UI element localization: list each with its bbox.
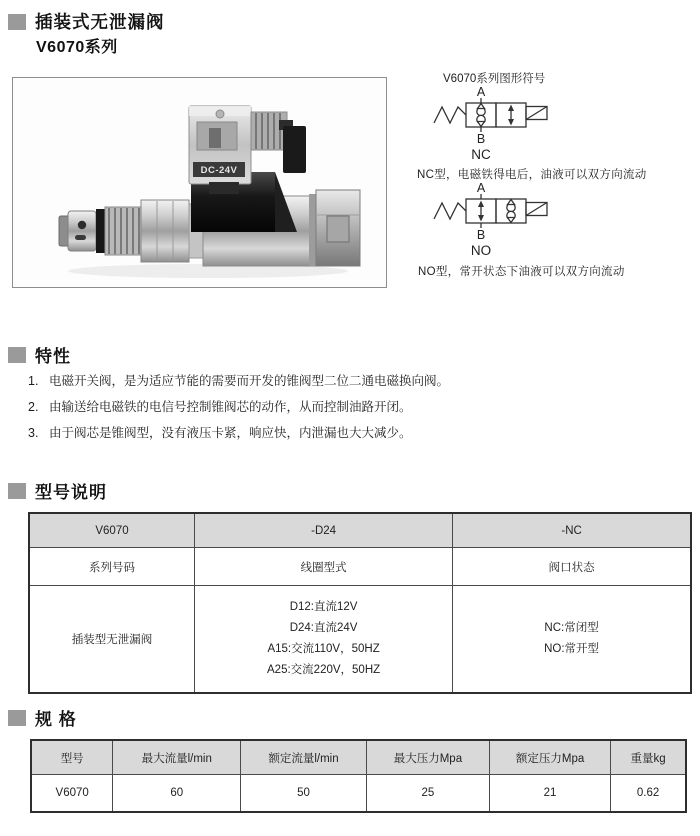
label-port-state: 阀口状态 [453,548,691,586]
table-row [29,548,691,586]
o-ring [96,209,105,253]
coil-option: D24:直流24V [289,622,358,634]
features-heading-text: 特性 [35,347,71,366]
label-coil-type: 线圈型式 [195,548,453,586]
features-list [28,373,688,451]
cable-conduit [251,112,306,173]
flow-arrow-icon [508,105,514,126]
col-header-max-flow: 最大流量l/min [113,740,241,775]
model-heading-text: 型号说明 [35,483,107,502]
port-b-label: B [476,228,486,242]
list-item [28,373,688,389]
connector-screw [216,110,224,118]
spec-table [30,739,687,813]
cartridge-body [59,200,203,262]
no-type-label: NO [470,243,492,258]
table-row [29,513,691,548]
thread-section [105,207,141,255]
check-poppet-icon [507,199,515,223]
cell-max-flow: 60 [113,775,241,813]
check-poppet-icon [477,103,485,127]
port-b-label: B [476,132,486,146]
col-header-model: 型号 [31,740,113,775]
coil-voltage-label: DC-24V [200,165,238,176]
item-text: 由于阀芯是锥阀型，没有液压卡紧，响应快，内泄漏也大大减少。 [49,426,412,440]
table-row [29,586,691,694]
detail-coil-options [195,586,453,694]
cell-model: V6070 [31,775,113,813]
spring-icon [434,203,466,219]
nc-description: NC型，电磁铁得电后，油液可以双方向流动 [417,169,647,181]
page-title-text: 插装式无泄漏阀 [35,12,165,32]
list-item [28,399,688,415]
model-designation-table [28,512,692,694]
flow-arrow-icon [478,201,484,222]
nc-valve-symbol [418,85,618,163]
features-heading [8,342,71,367]
section-marker-icon [8,347,26,363]
port-option: NC:常闭型 [544,622,599,634]
cell-weight: 0.62 [611,775,686,813]
item-number: 1. [28,374,39,388]
col-header-rated-flow: 额定流量l/min [241,740,367,775]
spec-heading-text: 规 格 [35,710,77,729]
no-description: NO型，常开状态下油液可以双方向流动 [418,266,625,278]
model-heading [8,478,107,503]
page-title [8,9,165,34]
cross-slot [75,235,86,240]
cell-max-pressure: 25 [366,775,489,813]
section-marker-icon [8,710,26,726]
symbol-caption: V6070系列图形符号 [443,73,546,85]
solenoid-icon [526,203,547,216]
section-marker-icon [8,14,26,30]
port-a-label: A [476,181,486,195]
item-number: 3. [28,426,39,440]
product-photo-frame [12,77,387,288]
table-header-row [31,740,686,775]
port-option: NO:常开型 [544,643,600,655]
col-header-max-pressure: 最大压力Mpa [366,740,489,775]
item-text: 由输送给电磁铁的电信号控制锥阀芯的动作，从而控制油路开闭。 [49,400,412,414]
conduit-end-cap [283,126,306,173]
model-code-coil: -D24 [195,513,453,548]
model-code-port: -NC [453,513,691,548]
coil-option: D12:直流12V [289,601,358,613]
item-text: 电磁开关阀，是为适应节能的需要而开发的锥阀型二位二通电磁换向阀。 [49,374,450,388]
cell-rated-flow: 50 [241,775,367,813]
detail-port-options [453,586,691,694]
port-a-label: A [476,85,486,99]
cell-rated-pressure: 21 [489,775,610,813]
table-row [31,775,686,813]
no-valve-symbol [418,181,618,259]
item-number: 2. [28,400,39,414]
din-connector [189,106,251,194]
nc-type-label: NC [471,147,491,162]
section-marker-icon [8,483,26,499]
col-header-weight: 重量kg [611,740,686,775]
solenoid-icon [526,107,547,120]
col-header-rated-pressure: 额定压力Mpa [489,740,610,775]
hex-nut [141,200,189,262]
list-item [28,425,688,441]
model-code-series: V6070 [29,513,195,548]
detail-product-name: 插装型无泄漏阀 [29,586,195,694]
label-series: 系列号码 [29,548,195,586]
series-subtitle: V6070系列 [36,39,118,56]
coil-option: A25:交流220V，50HZ [267,664,381,676]
cross-hole [78,221,86,229]
spec-heading [8,705,77,730]
product-photo [13,78,386,287]
spring-icon [434,107,466,123]
coil-option: A15:交流110V，50HZ [267,643,380,655]
